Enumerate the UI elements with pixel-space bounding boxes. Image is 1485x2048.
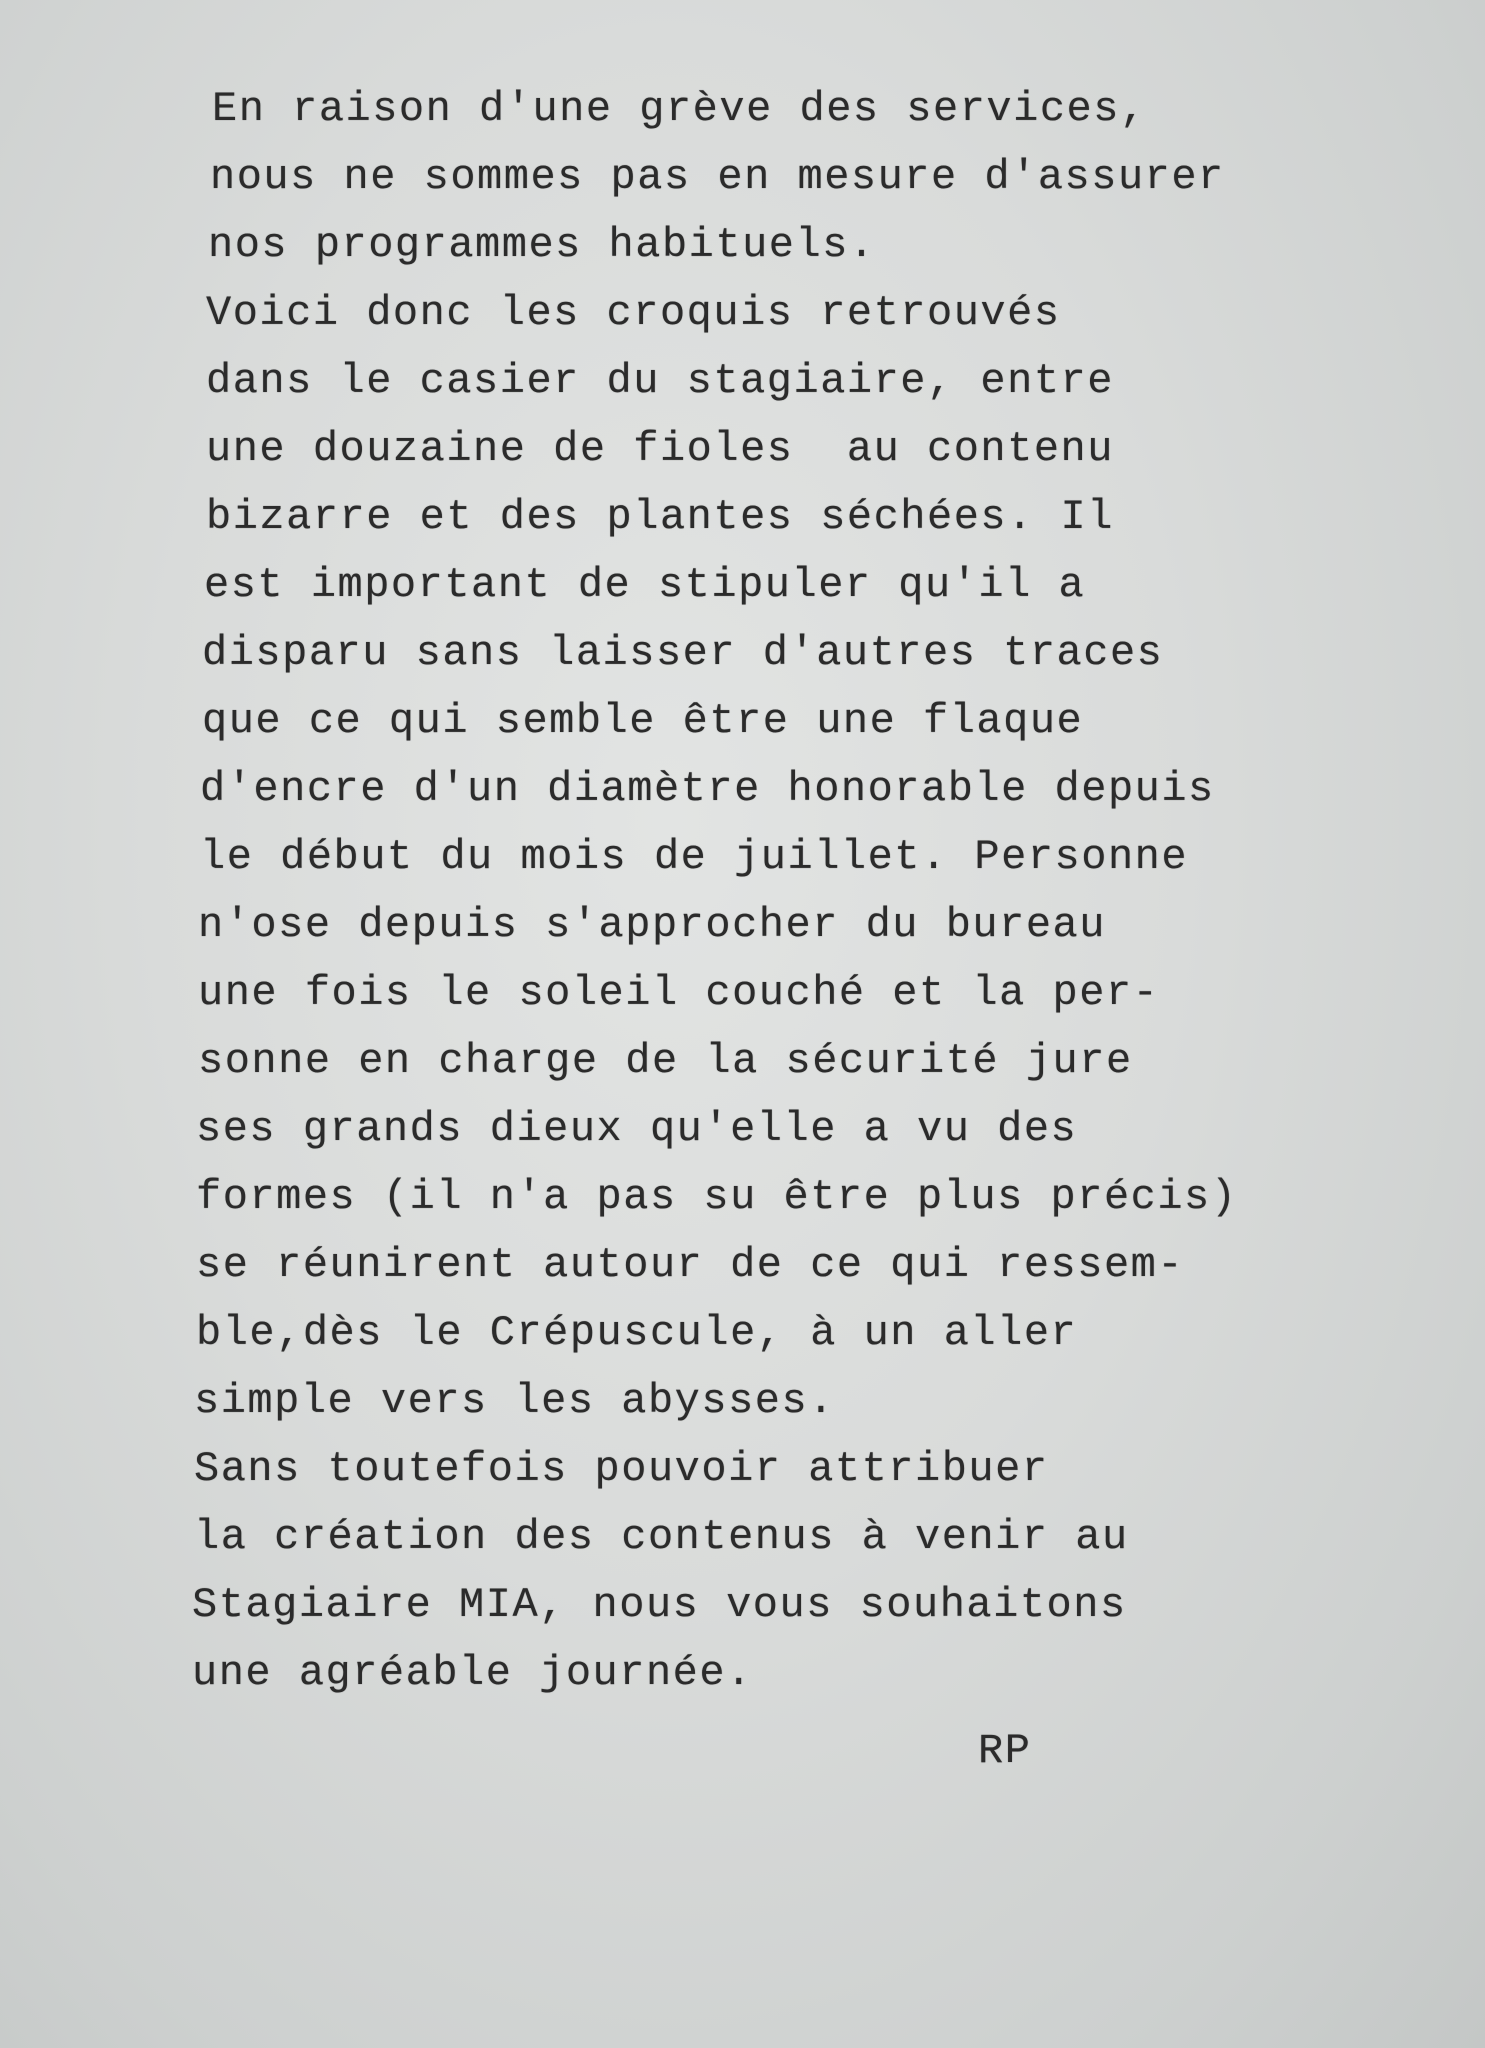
signature-initials: RP bbox=[978, 1727, 1032, 1775]
letter-line: formes (il n'a pas su être plus précis) bbox=[196, 1173, 1238, 1221]
letter-line: simple vers les abysses. bbox=[194, 1377, 835, 1425]
letter-line: est important de stipuler qu'il a bbox=[204, 561, 1086, 609]
letter-line: Stagiaire MIA, nous vous souhaitons bbox=[192, 1581, 1127, 1629]
letter-line: d'encre d'un diamètre honorable depuis bbox=[200, 765, 1215, 813]
letter-line: une fois le soleil couché et la per- bbox=[198, 969, 1160, 1017]
letter-line: se réunirent autour de ce qui ressem- bbox=[196, 1241, 1185, 1289]
letter-line: le début du mois de juillet. Personne bbox=[200, 833, 1189, 881]
letter-line: une douzaine de fioles au contenu bbox=[206, 425, 1114, 473]
letter-line: que ce qui semble être une flaque bbox=[202, 697, 1084, 745]
letter-line: ses grands dieux qu'elle a vu des bbox=[196, 1105, 1078, 1153]
letter-line: ble,dès le Crépuscule, à un aller bbox=[196, 1309, 1078, 1357]
letter-line: n'ose depuis s'approcher du bureau bbox=[198, 901, 1106, 949]
letter-line: sonne en charge de la sécurité jure bbox=[198, 1037, 1133, 1085]
letter-line: disparu sans laisser d'autres traces bbox=[202, 629, 1164, 677]
letter-line: une agréable journée. bbox=[192, 1649, 753, 1697]
letter-line: bizarre et des plantes séchées. Il bbox=[206, 493, 1114, 541]
letter-line: nous ne sommes pas en mesure d'assurer bbox=[210, 153, 1225, 201]
letter-line: Voici donc les croquis retrouvés bbox=[206, 289, 1061, 337]
letter-line: dans le casier du stagiaire, entre bbox=[206, 357, 1114, 405]
letter-line: Sans toutefois pouvoir attribuer bbox=[194, 1445, 1049, 1493]
letter-line: la création des contenus à venir au bbox=[194, 1513, 1129, 1561]
letter-line: En raison d'une grève des services, bbox=[212, 85, 1147, 133]
letter-line: nos programmes habituels. bbox=[208, 221, 876, 269]
